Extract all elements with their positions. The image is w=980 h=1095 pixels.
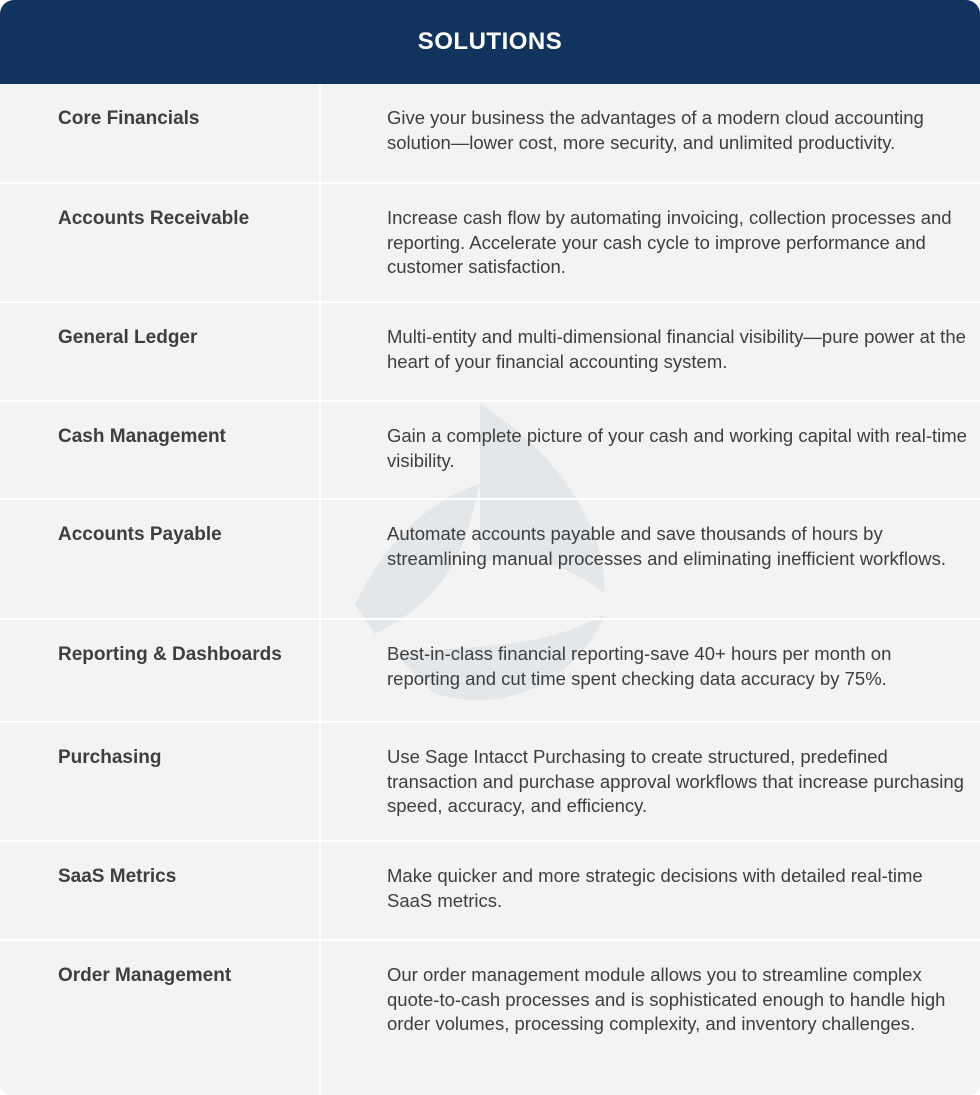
solutions-header (0, 0, 980, 84)
header-title: SOLUTIONS (417, 28, 563, 55)
solution-name: General Ledger (58, 327, 198, 348)
solution-name: Purchasing (58, 747, 162, 768)
table-row (0, 500, 980, 620)
solution-description: Best-in-class financial reporting-save 40+ hours per month on reporting and cut time spent checking data accuracy by 75%. (387, 643, 892, 689)
solution-description: Make quicker and more strategic decisions with detailed real-time SaaS metrics. (387, 865, 923, 911)
solution-description: Multi-entity and multi-dimensional financial visibility—pure power at the heart of your financial accounting system. (387, 326, 966, 372)
table-row (0, 303, 980, 402)
solution-name: Reporting & Dashboards (58, 644, 282, 665)
table-row (0, 84, 980, 184)
table-row (0, 723, 980, 842)
solution-name: SaaS Metrics (58, 866, 177, 887)
solution-name: Order Management (58, 965, 232, 986)
solution-description: Gain a complete picture of your cash and working capital with real-time visibility. (387, 425, 967, 471)
table-row (0, 184, 980, 303)
solution-description: Increase cash flow by automating invoicing, collection processes and reporting. Accelerate your cash cycle to improve performance and customer satisfaction. (387, 207, 952, 277)
solution-name: Accounts Payable (58, 524, 222, 545)
solutions-table (0, 84, 980, 1095)
table-row (0, 842, 980, 941)
solution-name: Cash Management (58, 426, 226, 447)
solution-description: Give your business the advantages of a modern cloud accounting solution—lower cost, more security, and unlimited productivity. (387, 107, 924, 153)
table-row (0, 941, 980, 1095)
solution-description: Automate accounts payable and save thousands of hours by streamlining manual processes and eliminating inefficient workflows. (387, 523, 947, 569)
solution-description: Use Sage Intacct Purchasing to create structured, predefined transaction and purchase approval workflows that increase purchasing speed, accuracy, and efficiency. (387, 746, 964, 816)
solution-description: Our order management module allows you to streamline complex quote-to-cash processes and is sophisticated enough to handle high order volumes, processing complexity, and inventory challenges. (387, 964, 946, 1034)
table-row (0, 402, 980, 500)
table-row (0, 620, 980, 723)
solution-name: Core Financials (58, 108, 200, 129)
solution-name: Accounts Receivable (58, 208, 250, 229)
